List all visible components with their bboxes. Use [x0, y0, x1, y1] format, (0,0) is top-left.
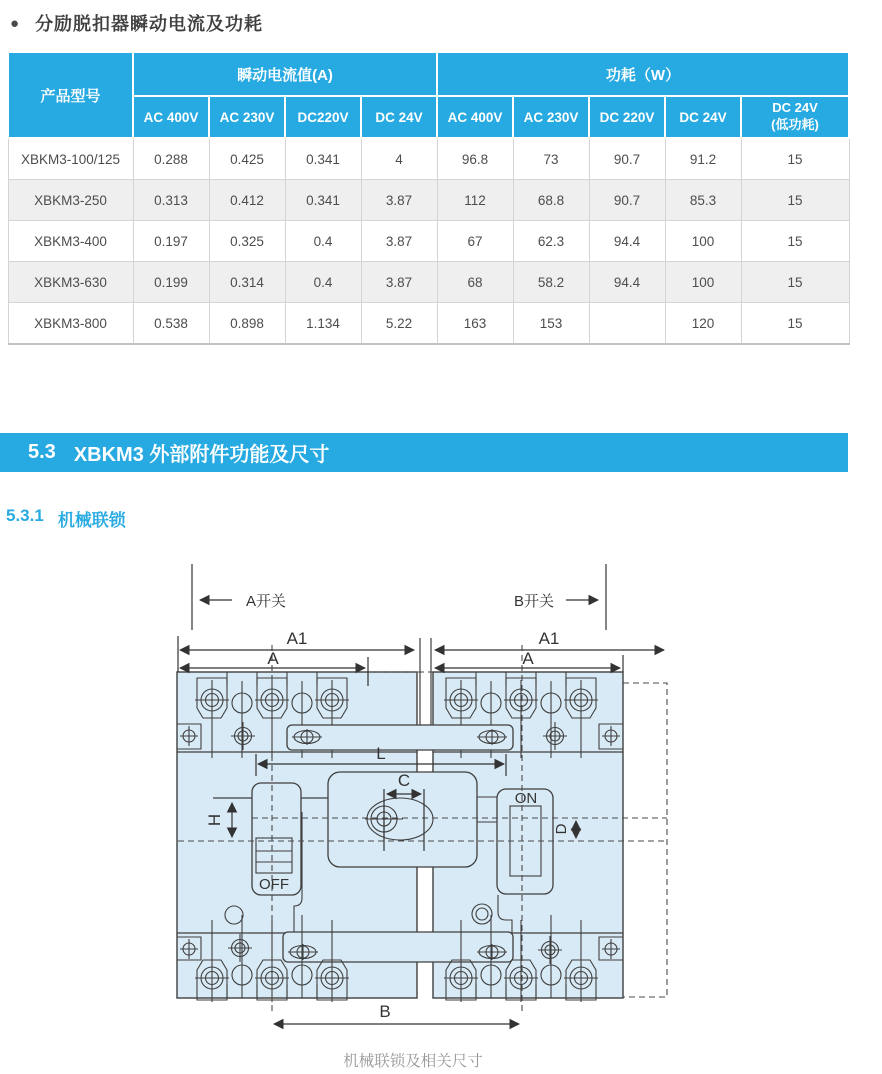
table-cell: 112: [437, 180, 513, 221]
hidden-extension-outline: [623, 683, 667, 997]
col-header: AC 230V: [513, 96, 589, 138]
dim-h-label: H: [205, 813, 224, 827]
table-cell: 0.288: [133, 138, 209, 180]
col-header: DC 24V: [665, 96, 741, 138]
table-cell: 163: [437, 303, 513, 345]
table-cell: 5.22: [361, 303, 437, 345]
table-row: [8, 96, 849, 138]
table-row: [8, 180, 849, 221]
table-row: [8, 138, 849, 180]
dim-a-left-label: A: [267, 649, 279, 668]
off-label: OFF: [259, 876, 289, 893]
table-cell: 153: [513, 303, 589, 345]
table-row: [8, 303, 849, 345]
dimension-b: [274, 1002, 519, 1024]
table-row: [8, 52, 849, 96]
table-cell: 0.4: [285, 221, 361, 262]
cell-model: XBKM3-630: [8, 262, 133, 303]
cell-model: XBKM3-800: [8, 303, 133, 345]
table-header: [8, 52, 849, 138]
switch-a-label: A开关: [245, 593, 287, 610]
col-header: AC 400V: [437, 96, 513, 138]
table-cell: 0.325: [209, 221, 285, 262]
col-header-line2: (低功耗): [771, 117, 819, 132]
table-cell: 90.7: [589, 138, 665, 180]
cell-model: XBKM3-250: [8, 180, 133, 221]
col-header-dc24v-low: [741, 96, 849, 138]
dim-a-right-label: A: [522, 649, 534, 668]
table-cell: 0.341: [285, 180, 361, 221]
dim-c-label: C: [397, 771, 411, 790]
table-cell: [589, 303, 665, 345]
col-header-line1: DC 24V: [772, 100, 818, 116]
table-cell: 90.7: [589, 180, 665, 221]
table-cell: 94.4: [589, 262, 665, 303]
subsection-title: 机械联锁: [57, 511, 126, 530]
table-cell: 1.134: [285, 303, 361, 345]
dim-a1-right-label: A1: [538, 629, 560, 648]
subsection-number: 5.3.1: [6, 506, 44, 525]
switch-extent: [192, 564, 606, 630]
table-row: [8, 221, 849, 262]
bottom-interlock-bar: [283, 932, 513, 962]
col-group-power: 功耗（W）: [437, 52, 849, 96]
section-header-bar: [0, 433, 848, 472]
on-toggle: [497, 789, 553, 894]
table-cell: 62.3: [513, 221, 589, 262]
table-cell: 0.314: [209, 262, 285, 303]
bullet-icon: ●: [10, 14, 20, 32]
table-cell: 3.87: [361, 262, 437, 303]
table-cell: 100: [665, 262, 741, 303]
table-cell: 58.2: [513, 262, 589, 303]
col-header: AC 230V: [209, 96, 285, 138]
diagram-caption: 机械联锁及相关尺寸: [343, 1053, 483, 1070]
table-cell: 3.87: [361, 221, 437, 262]
col-header: DC220V: [285, 96, 361, 138]
interlock-gap-lines: [420, 638, 431, 725]
subsection-header: [6, 506, 126, 531]
section-number: 5.3: [28, 441, 56, 463]
col-header: AC 400V: [133, 96, 209, 138]
table-cell: 15: [741, 303, 849, 345]
table-cell: 0.341: [285, 138, 361, 180]
table-cell: 67: [437, 221, 513, 262]
table-cell: 85.3: [665, 180, 741, 221]
table-cell: 4: [361, 138, 437, 180]
table-cell: 0.313: [133, 180, 209, 221]
interlock-diagram: [0, 560, 882, 1074]
table-cell: 0.898: [209, 303, 285, 345]
dim-l-label: L: [376, 744, 386, 763]
table-cell: 68.8: [513, 180, 589, 221]
table-cell: 15: [741, 180, 849, 221]
table-cell: 68: [437, 262, 513, 303]
page-title: 分励脱扣器瞬动电流及功耗: [35, 14, 264, 34]
col-group-current: 瞬动电流值(A): [133, 52, 437, 96]
switch-b-label: B开关: [513, 593, 555, 610]
table-cell: 0.199: [133, 262, 209, 303]
table-cell: 0.4: [285, 262, 361, 303]
spec-table: [7, 51, 850, 345]
off-toggle: [252, 783, 301, 895]
dim-a1-left-label: A1: [286, 629, 308, 648]
on-label: ON: [514, 790, 538, 807]
dim-b-label: B: [379, 1002, 391, 1021]
section-title: XBKM3 外部附件功能及尺寸: [73, 444, 330, 466]
cell-model: XBKM3-100/125: [8, 138, 133, 180]
table-cell: 100: [665, 221, 741, 262]
table-cell: 94.4: [589, 221, 665, 262]
top-interlock-bar: [287, 725, 513, 750]
table-cell: 3.87: [361, 180, 437, 221]
table-cell: 120: [665, 303, 741, 345]
table-cell: 0.425: [209, 138, 285, 180]
table-cell: 96.8: [437, 138, 513, 180]
table-cell: 0.538: [133, 303, 209, 345]
doc-header: [10, 10, 263, 36]
table-cell: 15: [741, 138, 849, 180]
table-cell: 0.412: [209, 180, 285, 221]
cell-model: XBKM3-400: [8, 221, 133, 262]
table-cell: 0.197: [133, 221, 209, 262]
table-row: [8, 262, 849, 303]
table-cell: 15: [741, 262, 849, 303]
table-cell: 91.2: [665, 138, 741, 180]
col-header: DC 24V: [361, 96, 437, 138]
table-cell: 15: [741, 221, 849, 262]
col-header: DC 220V: [589, 96, 665, 138]
col-header-model: 产品型号: [8, 52, 133, 138]
dim-d-label: D: [553, 823, 570, 835]
table-cell: 73: [513, 138, 589, 180]
